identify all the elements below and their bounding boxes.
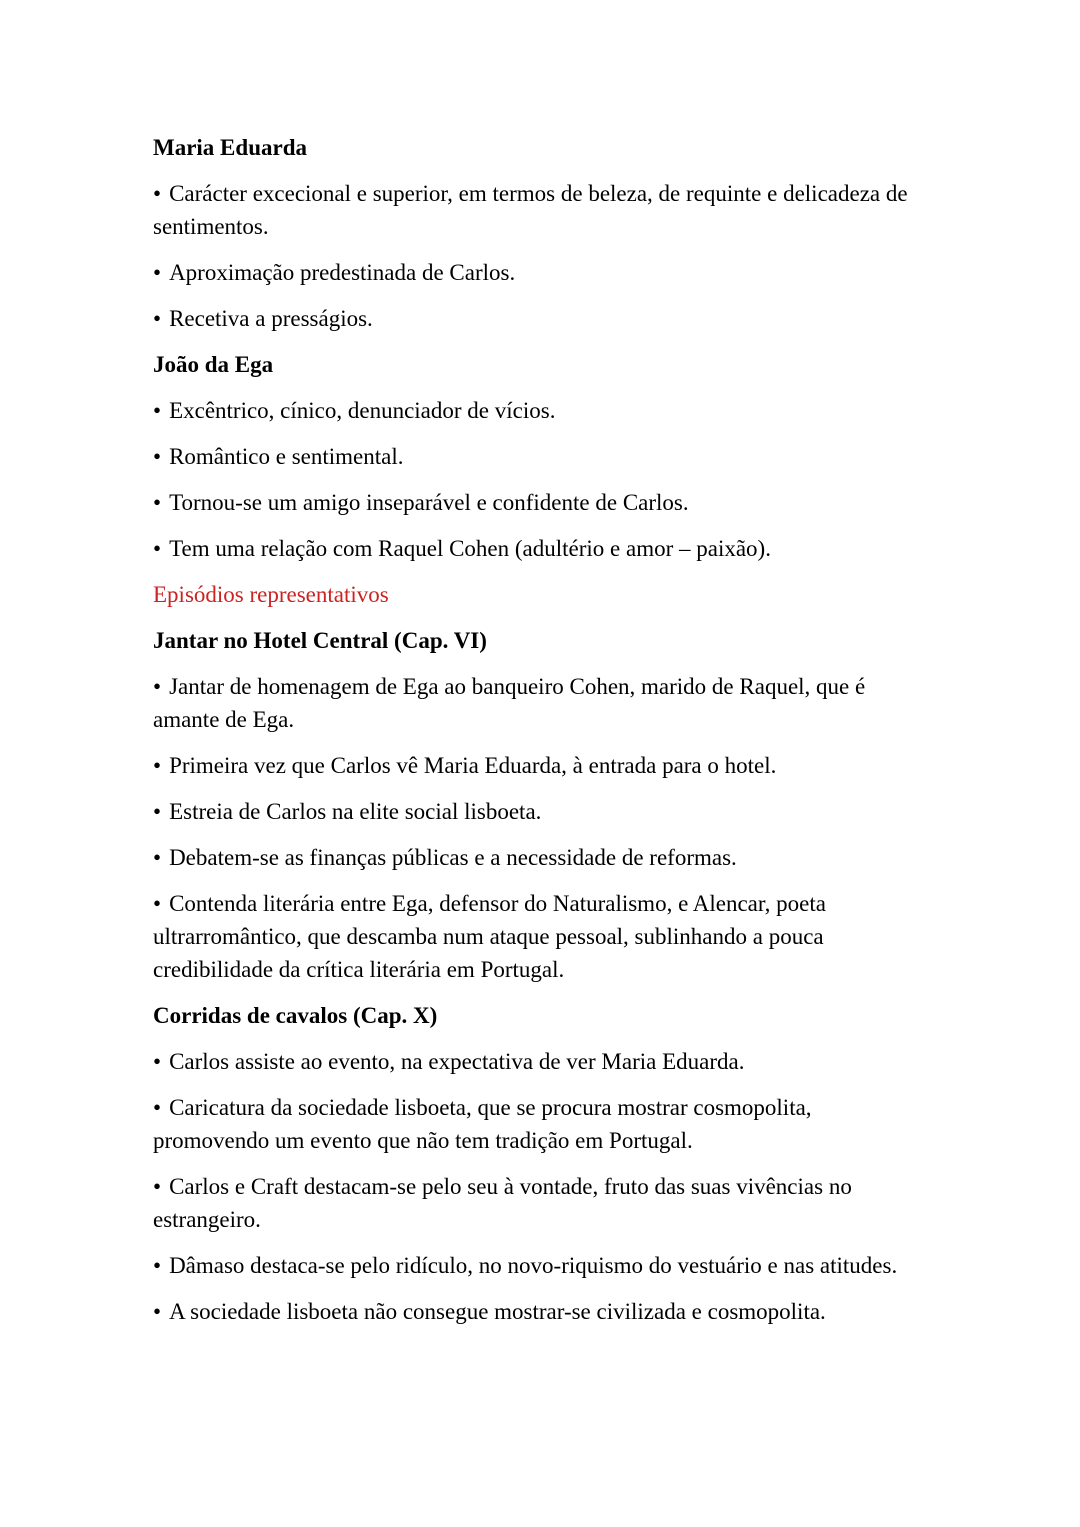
bullet-item — [153, 256, 933, 289]
document-content — [153, 131, 933, 1341]
bullet-glyph: • — [153, 845, 162, 870]
bullet-glyph: • — [153, 260, 162, 285]
bullet-glyph: • — [153, 181, 162, 206]
bullet-glyph: • — [153, 1253, 162, 1278]
section-heading: Corridas de cavalos (Cap. X) — [153, 1003, 438, 1028]
bullet-item — [153, 670, 933, 736]
bullet-glyph: • — [153, 1095, 162, 1120]
bullet-item — [153, 1295, 933, 1328]
bullet-text: Recetiva a presságios. — [169, 306, 373, 331]
bullet-text: Romântico e sentimental. — [169, 444, 404, 469]
bullet-glyph: • — [153, 891, 162, 916]
bullet-text: Debatem-se as finanças públicas e a necessidade de reformas. — [169, 845, 737, 870]
bullet-item — [153, 1249, 933, 1282]
bullet-glyph: • — [153, 753, 162, 778]
bullet-glyph: • — [153, 1049, 162, 1074]
bullet-text: Carlos assiste ao evento, na expectativa de ver Maria Eduarda. — [169, 1049, 745, 1074]
bullet-item — [153, 532, 933, 565]
bullet-glyph: • — [153, 536, 162, 561]
bullet-item — [153, 795, 933, 828]
bullet-item — [153, 841, 933, 874]
bullet-glyph: • — [153, 490, 162, 515]
bullet-item — [153, 887, 933, 986]
bullet-text: Primeira vez que Carlos vê Maria Eduarda, à entrada para o hotel. — [169, 753, 777, 778]
bullet-text: Dâmaso destaca-se pelo ridículo, no novo-riquismo do vestuário e nas atitudes. — [169, 1253, 898, 1278]
bullet-text: Contenda literária entre Ega, defensor do Naturalismo, e Alencar, poeta ultrarromântico, que descamba num ataque pessoal, sublinhando a pouca credibilidade da crítica literária em Portugal. — [153, 891, 826, 982]
bullet-item — [153, 440, 933, 473]
bullet-item — [153, 1170, 933, 1236]
bullet-glyph: • — [153, 444, 162, 469]
bullet-text: Caricatura da sociedade lisboeta, que se procura mostrar cosmopolita, promovendo um evento que não tem tradição em Portugal. — [153, 1095, 812, 1153]
section-heading: Jantar no Hotel Central (Cap. VI) — [153, 628, 487, 653]
bullet-text: Jantar de homenagem de Ega ao banqueiro Cohen, marido de Raquel, que é amante de Ega. — [153, 674, 866, 732]
bullet-glyph: • — [153, 1174, 162, 1199]
bullet-item — [153, 302, 933, 335]
section-heading: Maria Eduarda — [153, 135, 307, 160]
section-heading: João da Ega — [153, 352, 274, 377]
bullet-item — [153, 1045, 933, 1078]
bullet-text: Tem uma relação com Raquel Cohen (adultério e amor – paixão). — [169, 536, 771, 561]
bullet-glyph: • — [153, 398, 162, 423]
bullet-text: A sociedade lisboeta não consegue mostrar-se civilizada e cosmopolita. — [169, 1299, 826, 1324]
bullet-glyph: • — [153, 799, 162, 824]
bullet-item — [153, 394, 933, 427]
bullet-glyph: • — [153, 674, 162, 699]
bullet-text: Excêntrico, cínico, denunciador de vícios. — [169, 398, 556, 423]
bullet-text: Carácter excecional e superior, em termos de beleza, de requinte e delicadeza de sentimentos. — [153, 181, 908, 239]
bullet-glyph: • — [153, 1299, 162, 1324]
bullet-item — [153, 486, 933, 519]
bullet-text: Carlos e Craft destacam-se pelo seu à vontade, fruto das suas vivências no estrangeiro. — [153, 1174, 852, 1232]
bullet-text: Tornou-se um amigo inseparável e confidente de Carlos. — [169, 490, 689, 515]
bullet-item — [153, 1091, 933, 1157]
section-heading-red: Episódios representativos — [153, 582, 389, 607]
bullet-text: Aproximação predestinada de Carlos. — [169, 260, 516, 285]
bullet-text: Estreia de Carlos na elite social lisboeta. — [169, 799, 542, 824]
bullet-item — [153, 749, 933, 782]
bullet-glyph: • — [153, 306, 162, 331]
bullet-item — [153, 177, 933, 243]
